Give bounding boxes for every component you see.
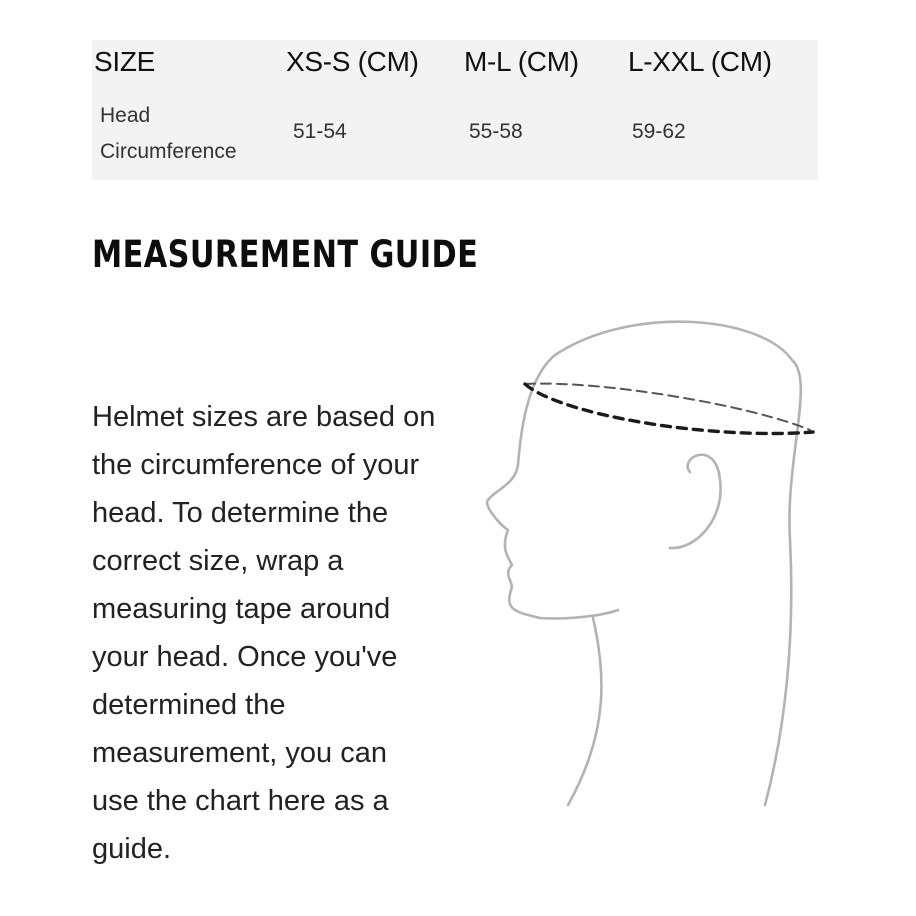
measurement-guide-title: MEASUREMENT GUIDE	[92, 233, 479, 276]
size-chart-table	[92, 40, 818, 180]
header-size: SIZE	[94, 46, 156, 77]
tape-front	[525, 384, 813, 434]
value-l-xxl: 59-62	[632, 120, 686, 143]
row-label-head-circumference: Head Circumference	[100, 104, 237, 163]
ear-outline	[670, 455, 721, 548]
tape-back	[525, 384, 810, 430]
value-m-l: 55-58	[469, 120, 523, 143]
head-profile-with-measuring-tape-icon	[480, 310, 840, 830]
value-xs-s: 51-54	[293, 120, 347, 143]
measurement-guide-text: Helmet sizes are based on the circumference of your head. To determine the correct size, wrap a measuring tape around your head. Once you've determined the measurement, you can use the chart here as a guide.	[92, 401, 436, 865]
header-l-xxl: L-XXL (CM)	[628, 46, 772, 77]
header-m-l: M-L (CM)	[464, 46, 579, 77]
head-outline	[487, 322, 801, 805]
neck-outline	[568, 618, 601, 805]
header-xs-s: XS-S (CM)	[286, 46, 419, 77]
